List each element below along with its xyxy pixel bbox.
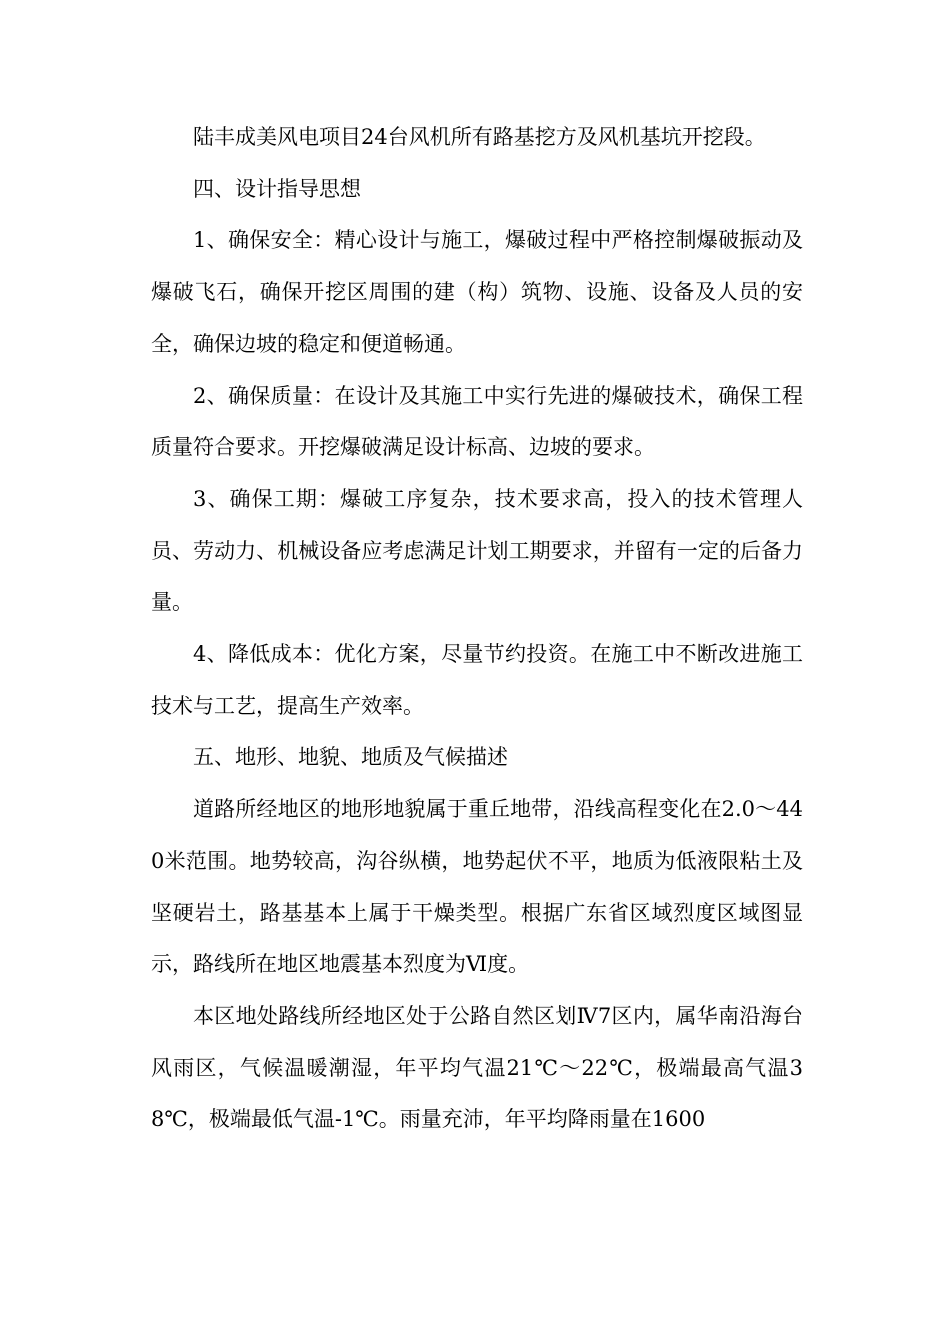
section-heading-terrain-climate: 五、地形、地貌、地质及气候描述 xyxy=(193,745,508,770)
paragraph-terrain: 道路所经地区的地形地貌属于重丘地带，沿线高程变化在2.0～440米范围。地势较高，沟谷纵横，地势起伏不平，地质为低液限粘土及坚硬岩土，路基基本上属于干燥类型。根据广东省区域烈度区域图显示，路线所在地区地震基本烈度为Ⅵ度。 xyxy=(151,797,803,977)
paragraph-reduce-cost: 4、降低成本：优化方案，尽量节约投资。在施工中不断改进施工技术与工艺，提高生产效率。 xyxy=(151,642,803,718)
paragraph-ensure-safety: 1、确保安全：精心设计与施工，爆破过程中严格控制爆破振动及爆破飞石，确保开挖区周围的建（构）筑物、设施、设备及人员的安全，确保边坡的稳定和便道畅通。 xyxy=(151,228,803,356)
paragraph-project-scope: 陆丰成美风电项目24台风机所有路基挖方及风机基坑开挖段。 xyxy=(193,125,766,149)
paragraph-climate: 本区地处路线所经地区处于公路自然区划Ⅳ7区内，属华南沿海台风雨区，气候温暖潮湿，年平均气温21℃～22℃，极端最高气温38℃，极端最低气温-1℃。雨量充沛，年平均降雨量在1600 xyxy=(151,1003,803,1132)
section-heading-design-guidance: 四、设计指导思想 xyxy=(193,176,361,201)
document-body xyxy=(151,112,803,1146)
paragraph-ensure-schedule: 3、确保工期：爆破工序复杂，技术要求高，投入的技术管理人员、劳动力、机械设备应考虑满足计划工期要求，并留有一定的后备力量。 xyxy=(151,486,803,615)
paragraph-ensure-quality: 2、确保质量：在设计及其施工中实行先进的爆破技术，确保工程质量符合要求。开挖爆破满足设计标高、边坡的要求。 xyxy=(151,383,803,460)
